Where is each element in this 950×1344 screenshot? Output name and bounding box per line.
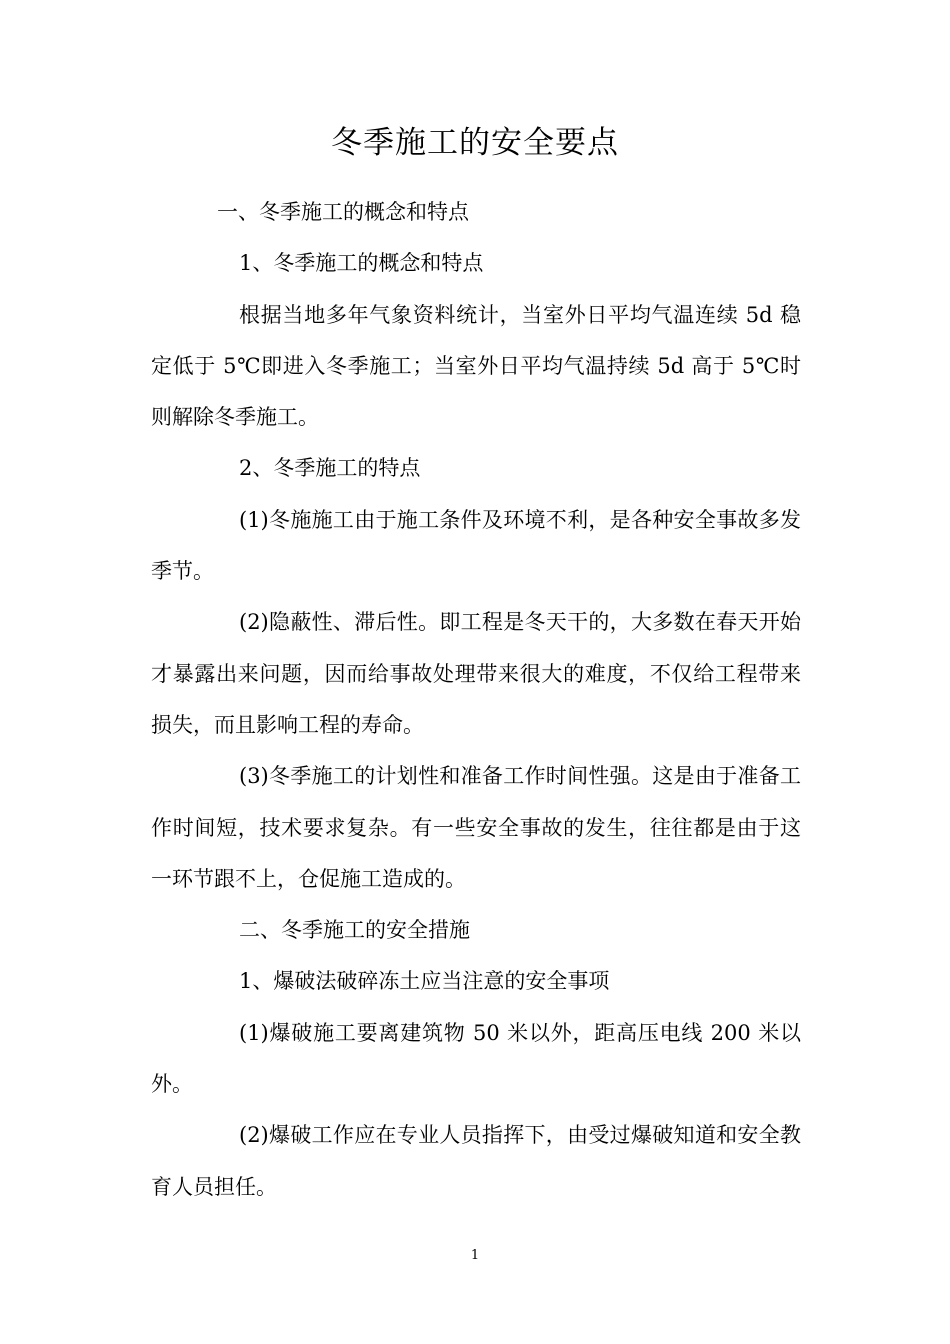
paragraph-feature-2: (2)隐蔽性、滞后性。即工程是冬天干的，大多数在春天开始才暴露出来问题，因而给事故处理带来很大的难度，不仅给工程带来损失，而且影响工程的寿命。 bbox=[151, 610, 801, 737]
paragraph-feature-1: (1)冬施施工由于施工条件及环境不利，是各种安全事故多发季节。 bbox=[151, 507, 801, 584]
document-body bbox=[151, 187, 801, 1213]
section-heading-2: 二、冬季施工的安全措施 bbox=[239, 918, 470, 943]
subsection-heading-1-1: 1、冬季施工的概念和特点 bbox=[239, 251, 484, 276]
paragraph-definition: 根据当地多年气象资料统计，当室外日平均气温连续 5d 稳定低于 5℃即进入冬季施工；当室外日平均气温持续 5d 高于 5℃时则解除冬季施工。 bbox=[151, 302, 801, 430]
page-number: 1 bbox=[470, 1248, 480, 1263]
paragraph-blasting-1: (1)爆破施工要离建筑物 50 米以外，距高压电线 200 米以外。 bbox=[151, 1020, 801, 1097]
paragraph-blasting-2: (2)爆破工作应在专业人员指挥下，由受过爆破知道和安全教育人员担任。 bbox=[151, 1123, 801, 1199]
section-heading-1: 一、冬季施工的概念和特点 bbox=[217, 200, 469, 224]
subsection-heading-2-1: 1、爆破法破碎冻土应当注意的安全事项 bbox=[239, 969, 610, 994]
document-title: 冬季施工的安全要点 bbox=[331, 125, 619, 161]
subsection-heading-1-2: 2、冬季施工的特点 bbox=[239, 456, 421, 481]
paragraph-feature-3: (3)冬季施工的计划性和准备工作时间性强。这是由于准备工作时间短，技术要求复杂。有一些安全事故的发生，往往都是由于这一环节跟不上，仓促施工造成的。 bbox=[151, 764, 801, 891]
